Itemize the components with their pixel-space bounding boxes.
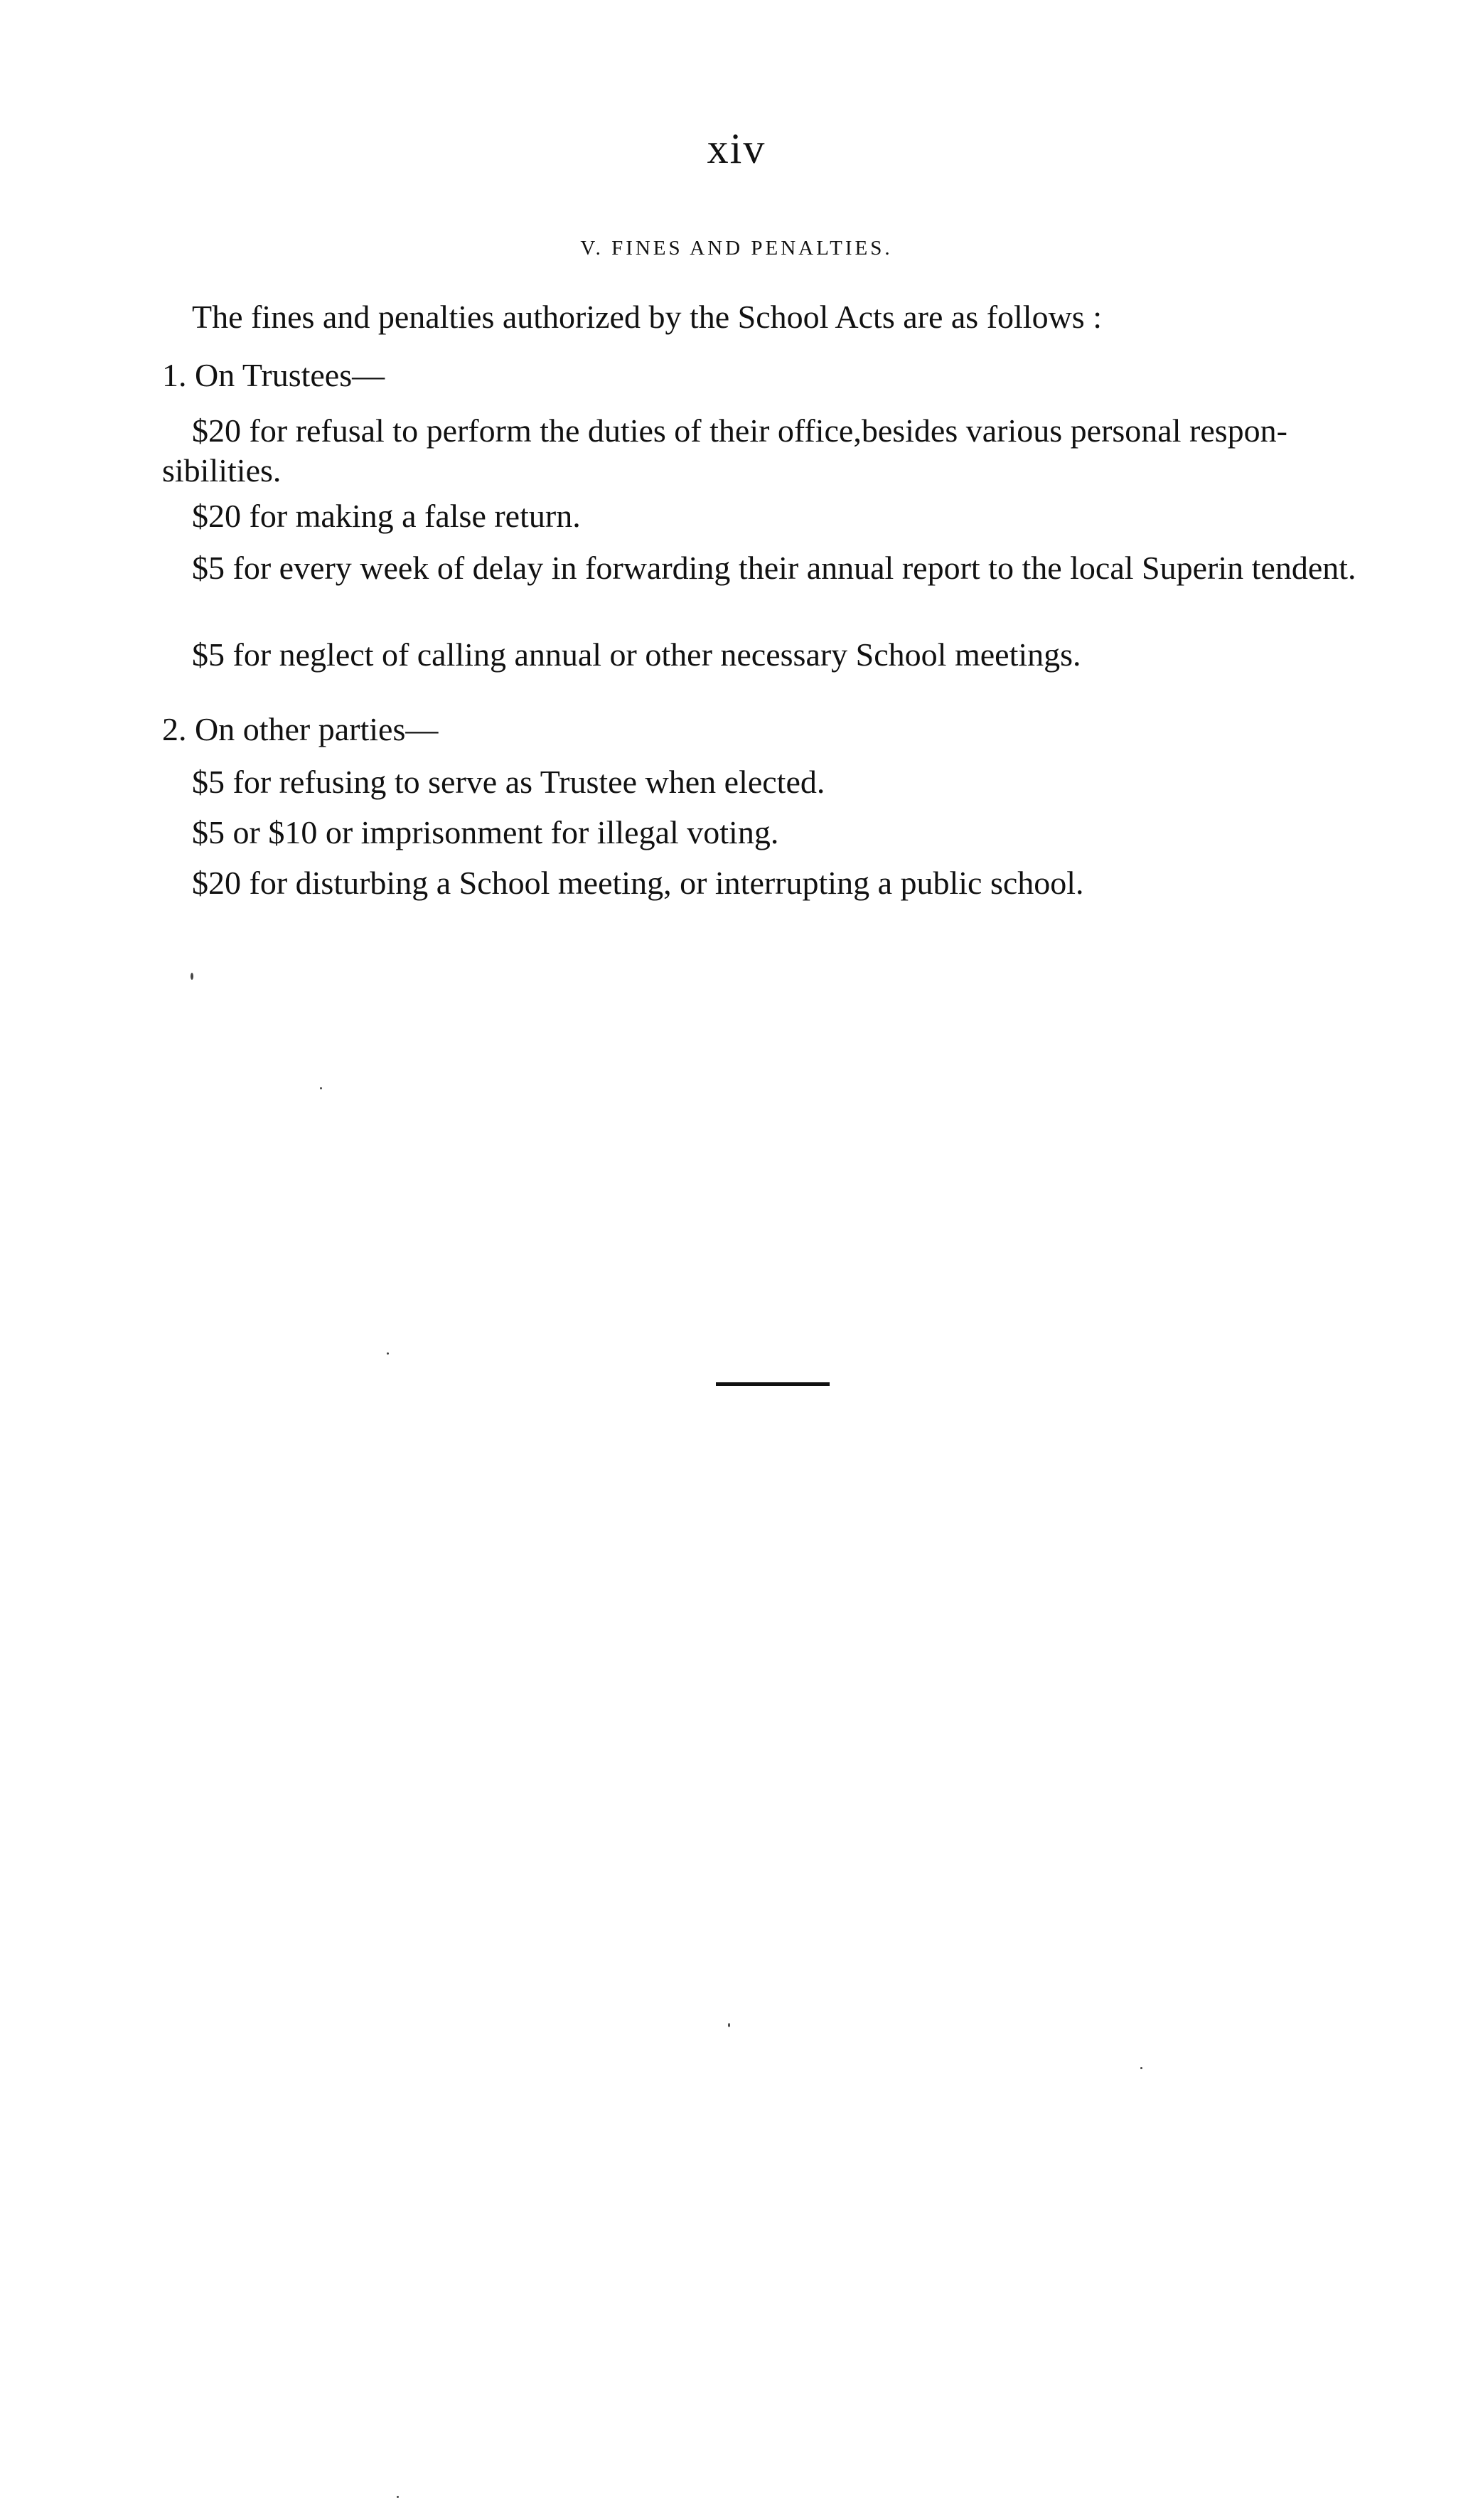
- penalty-item: $20 for refusal to perform the duties of their office,besides various personal respon-sibilities.: [162, 412, 1287, 488]
- penalty-item: $5 for every week of delay in forwarding their annual report to the local Superin tendent.: [192, 550, 1356, 586]
- page-number: xiv: [707, 125, 766, 172]
- scan-speck: [320, 1087, 322, 1089]
- scan-speck: [191, 973, 193, 980]
- scan-speck: [387, 1352, 389, 1355]
- penalty-item: $5 or $10 or imprisonment for illegal voting.: [192, 814, 779, 850]
- group-heading-trustees: 1. On Trustees—: [162, 357, 385, 393]
- penalty-item: $20 for making a false return.: [192, 498, 581, 534]
- group-heading-other-parties: 2. On other parties—: [162, 711, 439, 747]
- penalty-item: $5 for neglect of calling annual or other necessary School meetings.: [192, 636, 1081, 673]
- scan-speck: [1140, 2067, 1142, 2069]
- scan-speck: [728, 2023, 730, 2027]
- intro-paragraph: The fines and penalties authorized by the School Acts are as follows :: [192, 299, 1102, 335]
- penalty-item: $20 for disturbing a School meeting, or interrupting a public school.: [192, 865, 1084, 901]
- scan-speck: [397, 2496, 399, 2498]
- end-rule: [716, 1382, 830, 1386]
- section-heading: V. FINES AND PENALTIES.: [580, 237, 893, 260]
- penalty-item: $5 for refusing to serve as Trustee when elected.: [192, 764, 825, 800]
